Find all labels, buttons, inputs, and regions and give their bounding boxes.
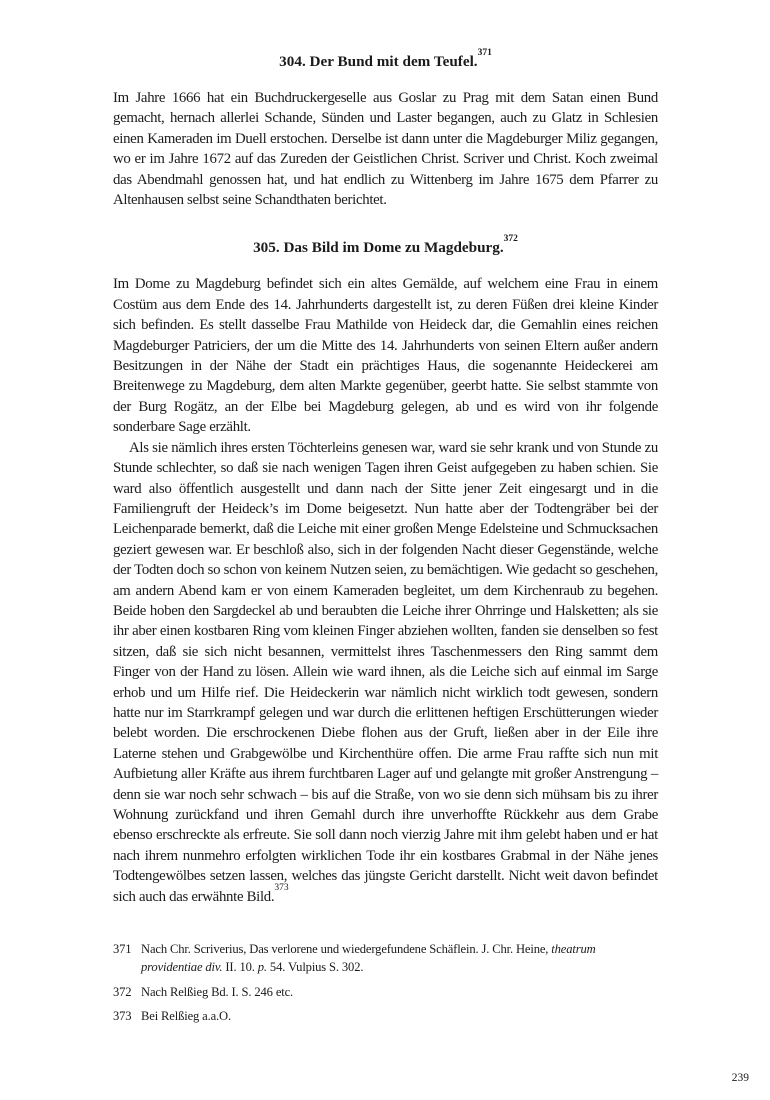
section-heading-305 (113, 234, 658, 258)
section-heading-text: 305. Das Bild im Dome zu Magdeburg. (253, 239, 504, 257)
section-heading-text: 304. Der Bund mit dem Teufel. (279, 53, 478, 70)
footnote-text: Nach Relßieg Bd. I. S. 246 etc. (141, 984, 294, 999)
footnote-text (141, 941, 658, 977)
paragraph-text: Als sie nämlich ihres ersten Töchterleins genesen war, ward sie sehr krank und von Stunde zu Stunde schlechter, so daß sie nach wenigen Tagen ihren Geist aufgegeben zu haben schien. Sie ward also öffentlich ausgestellt und dann nach der Sitte jener Zeit eingesargt und in die Familiengruft der Heideck’s im Dome beigesetzt. Nun hatte aber der Todtengräber bei der Leichenparade bemerkt, daß die Leiche mit einer großen Menge Edelsteine und Schmucksachen geziert gewesen war. Er beschloß also, sich in der folgenden Nacht dieser Gegenstände, welche der Todten doch so schon von keinem Nutzen seien, zu bemächtigen. Wie gedacht so geschehen, am andern Abend kam er von einem Kameraden begleitet, um dem Kirchenraub zu begehen. Beide hoben den Sargdeckel ab und beraubten die Leiche ihrer Ohrringe und Halsketten; als sie ihr aber einen kostbaren Ring vom kleinen Finger abziehen wollten, fanden sie denselben so fest sitzen, daß sie sich nicht besannen, vermittelst ihres Taschenmessers den Ring sammt dem Finger von der Hand zu lösen. Allein wie ward ihnen, als die Leiche sich auf einmal im Sarge erhob und um Hilfe rief. Die Heideckerin war nämlich nicht wirklich todt gewesen, sondern hatte nur im Starrkrampf gelegen und war durch die erlittenen heftigen Erschütterungen wieder belebt worden. Die erschrockenen Diebe flohen aus der Gruft, ließen aber in der Eile ihre Laterne stehen und Grabgewölbe und Kirchenthüre offen. Die arme Frau raffte sich nun mit Aufbietung aller Kräfte aus ihrem furchtbaren Lager auf und gelangte mit großer Anstrengung – denn sie war noch sehr schwach – bis auf die Straße, von wo sie denn sich mühsam bis zu ihrer Wohnung zurückfand und ihren Gemahl durch ihre unverhoffte Rückkehr aus dem Grabe ebenso erschreckte als erfreute. Sie soll dann noch vierzig Jahre mit ihm gelebt haben und er hat nach ihrem nunmehro erfolgten wirklichen Tode ihr ein kostbares Grabmal in der Nähe jenes Todtengewölbes setzen lassen, welches das jüngste Gericht darstellt. Nicht weit davon befindet sich auch das erwähnte Bild. (113, 439, 658, 905)
footnote-ref-373: 373 (274, 882, 289, 893)
page-number: 239 (731, 1072, 749, 1084)
footnote-373 (113, 1008, 658, 1026)
footnote-text-part: 54. Vulpius S. 302. (266, 959, 364, 974)
footnote-number: 373 (113, 1009, 132, 1024)
footnote-text-part-italic: theatrum providentiae div. (141, 942, 596, 974)
footnote-ref-372: 372 (503, 234, 518, 245)
footnote-number: 371 (113, 942, 132, 957)
footnote-text-part: Nach Chr. Scriverius, Das verlorene und wiedergefundene Schäflein. J. Chr. Heine, (141, 942, 552, 957)
footnote-371 (113, 941, 658, 977)
paragraph (113, 438, 658, 907)
footnotes-section (113, 941, 658, 1026)
paragraph: Im Dome zu Magdeburg befindet sich ein altes Gemälde, auf welchem eine Frau in einem Costüm aus dem Ende des 14. Jahrhunderts dargestellt ist, zu deren Füßen drei kleine Kinder sich befinden. Es stellt dasselbe Frau Mathilde von Heideck dar, die Gemahlin eines reichen Magdeburger Patriciers, der um die Mitte des 14. Jahrhunderts von seinen Eltern außer andern Besitzungen in der Nähe der Stadt ein prächtiges Haus, die sogenannte Heideckerei am Breitenwege zu Magdeburg, dem alten Markte gegenüber, geerbt hatte. Sie selbst stammte von der Burg Rogätz, an der Elbe bei Magdeburg gelegen, ab und es wird von ihr folgende sonderbare Sage erzählt. (113, 276, 658, 436)
footnote-number: 372 (113, 984, 132, 999)
footnote-text: Bei Relßieg a.a.O. (141, 1009, 231, 1024)
paragraph: Im Jahre 1666 hat ein Buchdruckergeselle aus Goslar zu Prag mit dem Satan einen Bund gemacht, hernach allerlei Schande, Sünden und Laster begangen, auch zu Glatz in Schlesien einen Kameraden im Duell erstochen. Derselbe ist dann unter die Magdeburger Miliz gegangen, wo er im Jahre 1672 auf das Zureden der Geistlichen Christ. Scriver und Christ. Koch zweimal das Abendmahl genossen hat, und hat endlich zu Wittenberg im Jahre 1675 dem Pfarrer zu Altenhausen selbst seine Schandthaten berichtet. (113, 90, 658, 209)
section-heading-304 (113, 47, 658, 72)
footnote-text-part: II. 10. (222, 959, 258, 974)
footnote-372 (113, 984, 658, 1002)
footnote-ref-371: 371 (477, 47, 492, 58)
footnote-text-part-italic: p. (257, 959, 267, 974)
